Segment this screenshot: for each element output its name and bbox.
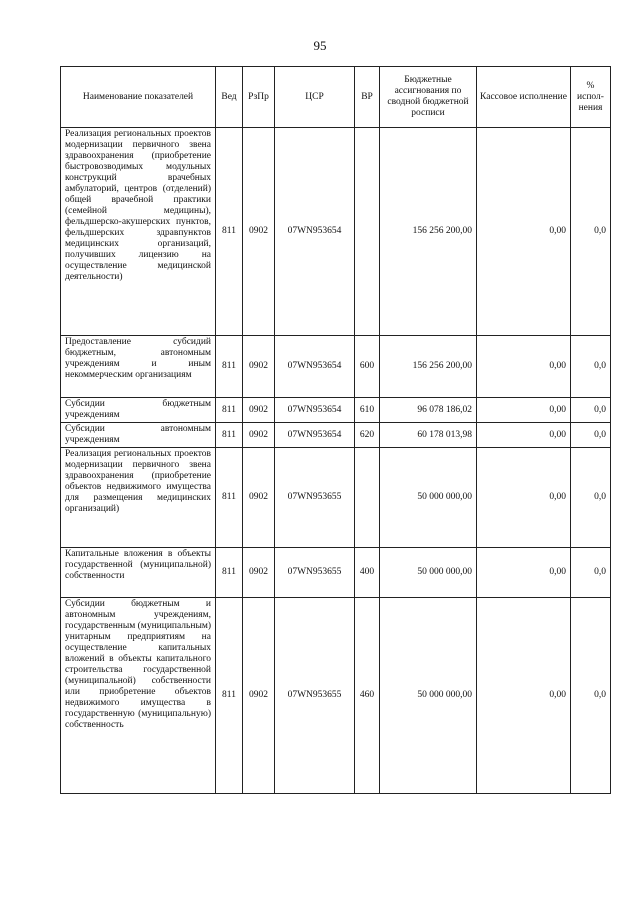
row-ved: 811 xyxy=(216,398,243,423)
row-rzpr: 0902 xyxy=(243,128,275,336)
row-budget: 50 000 000,00 xyxy=(380,548,477,598)
row-ved: 811 xyxy=(216,448,243,548)
row-percent: 0,0 xyxy=(571,128,611,336)
row-vr xyxy=(355,128,380,336)
header-vr: ВР xyxy=(355,67,380,128)
row-cash: 0,00 xyxy=(477,598,571,794)
row-percent: 0,0 xyxy=(571,598,611,794)
row-vr: 600 xyxy=(355,336,380,398)
row-ved: 811 xyxy=(216,598,243,794)
row-rzpr: 0902 xyxy=(243,398,275,423)
table-row xyxy=(61,448,611,548)
row-percent: 0,0 xyxy=(571,448,611,548)
row-vr: 610 xyxy=(355,398,380,423)
header-rzpr: РзПр xyxy=(243,67,275,128)
table-row xyxy=(61,336,611,398)
page-number: 95 xyxy=(313,38,327,53)
row-rzpr: 0902 xyxy=(243,598,275,794)
row-percent: 0,0 xyxy=(571,398,611,423)
row-csr: 07WN953655 xyxy=(275,598,355,794)
row-name: Субсидии бюджетным учреждениям xyxy=(61,398,216,423)
row-vr: 620 xyxy=(355,423,380,448)
row-budget: 50 000 000,00 xyxy=(380,598,477,794)
row-rzpr: 0902 xyxy=(243,548,275,598)
row-percent: 0,0 xyxy=(571,548,611,598)
row-budget: 156 256 200,00 xyxy=(380,336,477,398)
row-ved: 811 xyxy=(216,423,243,448)
row-vr: 400 xyxy=(355,548,380,598)
row-budget: 50 000 000,00 xyxy=(380,448,477,548)
row-cash: 0,00 xyxy=(477,398,571,423)
table-row xyxy=(61,398,611,423)
row-cash: 0,00 xyxy=(477,336,571,398)
row-csr: 07WN953654 xyxy=(275,336,355,398)
row-rzpr: 0902 xyxy=(243,448,275,548)
row-csr: 07WN953654 xyxy=(275,398,355,423)
row-budget: 60 178 013,98 xyxy=(380,423,477,448)
header-cash: Кассовое исполнение xyxy=(477,67,571,128)
row-name: Предоставление субсидий бюджетным, автономным учреждениям и иным некоммерческим организациям xyxy=(61,336,216,398)
row-cash: 0,00 xyxy=(477,548,571,598)
row-name: Капитальные вложения в объекты государственной (муниципальной) собственности xyxy=(61,548,216,598)
row-csr: 07WN953654 xyxy=(275,128,355,336)
row-csr: 07WN953655 xyxy=(275,448,355,548)
header-csr: ЦСР xyxy=(275,67,355,128)
row-percent: 0,0 xyxy=(571,336,611,398)
row-csr: 07WN953655 xyxy=(275,548,355,598)
row-csr: 07WN953654 xyxy=(275,423,355,448)
row-vr xyxy=(355,448,380,548)
row-percent: 0,0 xyxy=(571,423,611,448)
table-row xyxy=(61,128,611,336)
header-ved: Вед xyxy=(216,67,243,128)
row-ved: 811 xyxy=(216,336,243,398)
table-row xyxy=(61,423,611,448)
row-rzpr: 0902 xyxy=(243,336,275,398)
row-budget: 96 078 186,02 xyxy=(380,398,477,423)
budget-table xyxy=(60,66,611,794)
row-cash: 0,00 xyxy=(477,448,571,548)
row-name: Реализация региональных проектов модернизации первичного звена здравоохранения (приобретение быстровозводимых модульных конструкций врачебных амбулаторий, центров (отделений) общей врачебной практики (семейной медицины), фельдшерско-акушерских пунктов, фельдшерских здравпунктов медицинских организаций, получивших лицензию на осуществление медицинской деятельности) xyxy=(61,128,216,336)
row-name: Субсидии бюджетным и автономным учреждениям, государственным (муниципальным) унитарным предприятиям на осуществление капитальных вложений в объекты капитального строительства государственной (муниципальной) собственности или приобретение объектов недвижимого имущества в государственную (муниципальную) собственность xyxy=(61,598,216,794)
row-cash: 0,00 xyxy=(477,128,571,336)
row-rzpr: 0902 xyxy=(243,423,275,448)
row-name: Субсидии автономным учреждениям xyxy=(61,423,216,448)
row-name: Реализация региональных проектов модернизации первичного звена здравоохранения (приобретение объектов недвижимого имущества для размещения медицинских организаций) xyxy=(61,448,216,548)
header-percent: % испол-нения xyxy=(571,67,611,128)
row-cash: 0,00 xyxy=(477,423,571,448)
row-vr: 460 xyxy=(355,598,380,794)
row-budget: 156 256 200,00 xyxy=(380,128,477,336)
table-row xyxy=(61,598,611,794)
table-row xyxy=(61,548,611,598)
row-ved: 811 xyxy=(216,548,243,598)
header-name: Наименование показателей xyxy=(61,67,216,128)
table-header-row xyxy=(61,67,611,128)
header-budget: Бюджетные ассигнования по сводной бюджетной росписи xyxy=(380,67,477,128)
row-ved: 811 xyxy=(216,128,243,336)
